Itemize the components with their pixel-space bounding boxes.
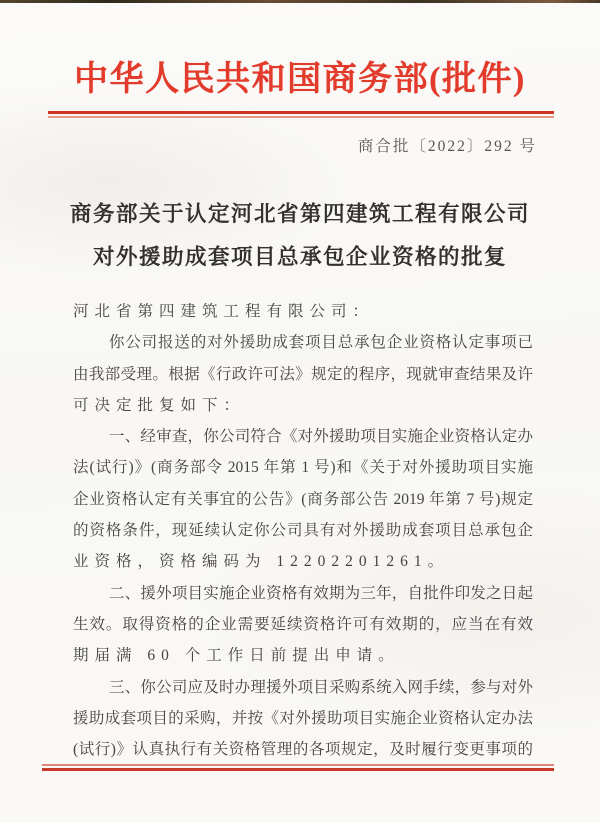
body-line: 由我部受理。根据《行政许可法》规定的程序，现就审查结果及许	[73, 365, 533, 383]
masthead-rule	[48, 111, 554, 118]
body-line: 期届满 60 个工作日前提出申请。	[73, 647, 400, 665]
document-title-line2: 对外援助成套项目总承包企业资格的批复	[92, 245, 507, 269]
body-line: 二、援外项目实施企业资格有效期为三年，自批件印发之日起	[109, 584, 533, 602]
document-title	[0, 193, 600, 279]
scan-top-edge	[0, 0, 600, 3]
body-line: 生效。取得资格的企业需要延续资格许可有效期的，应当在有效	[73, 615, 533, 633]
masthead-title: 中华人民共和国商务部(批件)	[74, 61, 526, 98]
document-title-line1: 商务部关于认定河北省第四建筑工程有限公司	[69, 202, 530, 226]
body-line: 你公司报送的对外援助成套项目总承包企业资格认定事项已	[109, 334, 533, 352]
body-line: 的资格条件，现延续认定你公司具有对外援助成套项目总承包企	[73, 522, 533, 540]
body-line: (试行)》认真执行有关资格管理的各项规定，及时履行变更事项的	[73, 741, 533, 759]
body-line: 业资格，资格编码为 12202201261。	[73, 553, 450, 571]
footer-rule	[42, 764, 554, 772]
body-line: 一、经审查，你公司符合《对外援助项目实施企业资格认定办	[109, 428, 533, 446]
document-body	[73, 296, 533, 765]
body-line: 可决定批复如下：	[73, 396, 246, 414]
document-number: 商合批〔2022〕292 号	[357, 138, 537, 155]
footer-rule-thick-line	[42, 768, 554, 772]
body-line: 援助成套项目的采购，并按《对外援助项目实施企业资格认定办法	[73, 709, 533, 727]
body-line: 法(试行)》(商务部令 2015 年第 1 号)和《关于对外援助项目实施	[73, 459, 533, 477]
body-line: 企业资格认定有关事宜的公告》(商务部公告 2019 年第 7 号)规定	[73, 490, 533, 508]
body-line: 河北省第四建筑工程有限公司：	[73, 303, 375, 320]
masthead-rule-thin-line	[48, 116, 554, 118]
body-line: 三、你公司应及时办理援外项目采购系统入网手续，参与对外	[109, 678, 533, 696]
